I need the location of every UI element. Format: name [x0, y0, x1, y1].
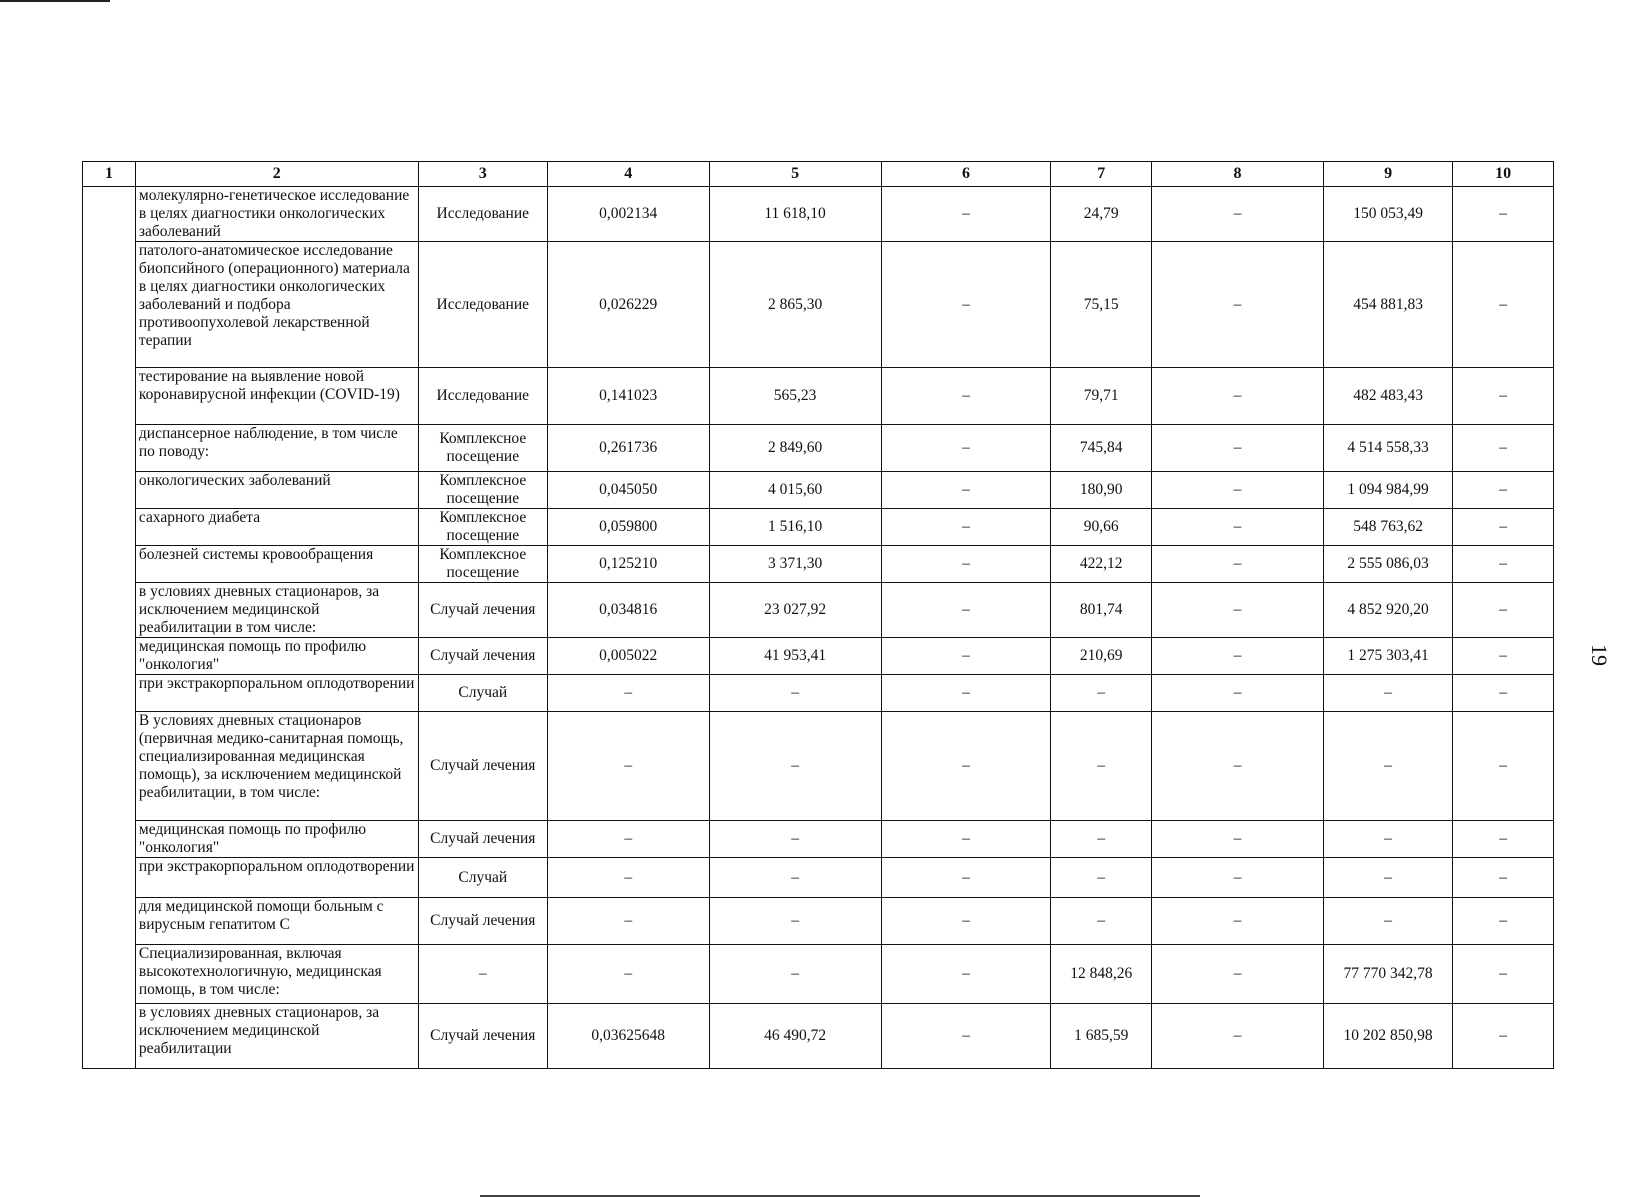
- unit-cell: Случай лечения: [418, 638, 547, 675]
- table-row: [83, 509, 1554, 546]
- unit-cell: Комплексное посещение: [418, 509, 547, 546]
- value-cell: –: [1152, 898, 1324, 945]
- value-cell: –: [1152, 675, 1324, 712]
- value-cell: 3 371,30: [709, 546, 881, 583]
- value-cell: 0,141023: [547, 368, 709, 425]
- value-cell: –: [709, 945, 881, 1004]
- table-row: [83, 583, 1554, 638]
- row-name-cell: медицинская помощь по профилю "онкология": [135, 638, 418, 675]
- value-cell: –: [1152, 425, 1324, 472]
- table-row: [83, 712, 1554, 821]
- row-name-cell: в условиях дневных стационаров, за исключением медицинской реабилитации: [135, 1004, 418, 1069]
- value-cell: –: [881, 1004, 1051, 1069]
- value-cell: –: [881, 583, 1051, 638]
- value-cell: 454 881,83: [1324, 242, 1453, 368]
- value-cell: 79,71: [1051, 368, 1152, 425]
- value-cell: 11 618,10: [709, 187, 881, 242]
- value-cell: 482 483,43: [1324, 368, 1453, 425]
- value-cell: –: [1324, 712, 1453, 821]
- value-cell: –: [1152, 945, 1324, 1004]
- unit-cell: Исследование: [418, 368, 547, 425]
- value-cell: 210,69: [1051, 638, 1152, 675]
- unit-cell: Случай: [418, 858, 547, 898]
- table-row: [83, 945, 1554, 1004]
- value-cell: –: [1453, 242, 1554, 368]
- value-cell: –: [1453, 898, 1554, 945]
- value-cell: –: [709, 858, 881, 898]
- value-cell: –: [881, 821, 1051, 858]
- header-cell: 9: [1324, 162, 1453, 187]
- unit-cell: Случай лечения: [418, 1004, 547, 1069]
- value-cell: –: [881, 675, 1051, 712]
- row-name-cell: диспансерное наблюдение, в том числе по поводу:: [135, 425, 418, 472]
- value-cell: –: [1453, 187, 1554, 242]
- value-cell: 1 685,59: [1051, 1004, 1152, 1069]
- value-cell: –: [1152, 242, 1324, 368]
- value-cell: 23 027,92: [709, 583, 881, 638]
- value-cell: –: [547, 675, 709, 712]
- value-cell: –: [1152, 583, 1324, 638]
- value-cell: –: [1051, 712, 1152, 821]
- value-cell: –: [1152, 1004, 1324, 1069]
- scan-edge-mark: [0, 0, 110, 2]
- value-cell: –: [1152, 187, 1324, 242]
- value-cell: 0,005022: [547, 638, 709, 675]
- value-cell: –: [1152, 638, 1324, 675]
- value-cell: 1 094 984,99: [1324, 472, 1453, 509]
- value-cell: –: [881, 712, 1051, 821]
- value-cell: –: [881, 368, 1051, 425]
- value-cell: 150 053,49: [1324, 187, 1453, 242]
- table-row: [83, 858, 1554, 898]
- value-cell: 41 953,41: [709, 638, 881, 675]
- value-cell: 4 514 558,33: [1324, 425, 1453, 472]
- row-name-cell: сахарного диабета: [135, 509, 418, 546]
- value-cell: 180,90: [1051, 472, 1152, 509]
- value-cell: –: [1152, 368, 1324, 425]
- unit-cell: Исследование: [418, 242, 547, 368]
- value-cell: –: [1453, 945, 1554, 1004]
- header-cell: 7: [1051, 162, 1152, 187]
- unit-cell: Случай: [418, 675, 547, 712]
- value-cell: –: [1152, 472, 1324, 509]
- row-name-cell: В условиях дневных стационаров (первичная медико-санитарная помощь, специализированная медицинская помощь), за исключением медицинской реабилитации, в том числе:: [135, 712, 418, 821]
- unit-cell: Случай лечения: [418, 712, 547, 821]
- value-cell: –: [709, 898, 881, 945]
- header-cell: 8: [1152, 162, 1324, 187]
- value-cell: –: [881, 509, 1051, 546]
- table-row: [83, 675, 1554, 712]
- unit-cell: Комплексное посещение: [418, 546, 547, 583]
- unit-cell: Исследование: [418, 187, 547, 242]
- value-cell: 801,74: [1051, 583, 1152, 638]
- value-cell: –: [1453, 509, 1554, 546]
- value-cell: 0,03625648: [547, 1004, 709, 1069]
- header-cell: 10: [1453, 162, 1554, 187]
- table-row: [83, 638, 1554, 675]
- value-cell: –: [881, 242, 1051, 368]
- row-name-cell: Специализированная, включая высокотехнологичную, медицинская помощь, в том числе:: [135, 945, 418, 1004]
- row-name-cell: медицинская помощь по профилю "онкология": [135, 821, 418, 858]
- value-cell: 0,125210: [547, 546, 709, 583]
- value-cell: –: [547, 945, 709, 1004]
- value-cell: 10 202 850,98: [1324, 1004, 1453, 1069]
- table-row: [83, 546, 1554, 583]
- value-cell: 0,059800: [547, 509, 709, 546]
- value-cell: –: [1453, 583, 1554, 638]
- value-cell: –: [709, 675, 881, 712]
- value-cell: 46 490,72: [709, 1004, 881, 1069]
- value-cell: 12 848,26: [1051, 945, 1152, 1004]
- table-row: [83, 368, 1554, 425]
- value-cell: –: [1152, 509, 1324, 546]
- value-cell: –: [1051, 858, 1152, 898]
- table-row: [83, 187, 1554, 242]
- unit-cell: Комплексное посещение: [418, 425, 547, 472]
- value-cell: 0,034816: [547, 583, 709, 638]
- value-cell: –: [1324, 898, 1453, 945]
- value-cell: –: [547, 858, 709, 898]
- value-cell: –: [881, 638, 1051, 675]
- value-cell: 2 865,30: [709, 242, 881, 368]
- unit-cell: Комплексное посещение: [418, 472, 547, 509]
- value-cell: –: [1324, 821, 1453, 858]
- table-row: [83, 1004, 1554, 1069]
- value-cell: 565,23: [709, 368, 881, 425]
- tariff-table: [82, 161, 1554, 1069]
- value-cell: –: [1453, 712, 1554, 821]
- row-name-cell: тестирование на выявление новой коронавирусной инфекции (COVID-19): [135, 368, 418, 425]
- value-cell: 548 763,62: [1324, 509, 1453, 546]
- value-cell: –: [1453, 675, 1554, 712]
- value-cell: –: [881, 898, 1051, 945]
- value-cell: 77 770 342,78: [1324, 945, 1453, 1004]
- value-cell: 0,002134: [547, 187, 709, 242]
- value-cell: –: [881, 425, 1051, 472]
- row-name-cell: для медицинской помощи больным с вирусным гепатитом С: [135, 898, 418, 945]
- value-cell: –: [1324, 675, 1453, 712]
- table-body: [83, 187, 1554, 1069]
- table-row: [83, 425, 1554, 472]
- unit-cell: –: [418, 945, 547, 1004]
- row-name-cell: патолого-анатомическое исследование биопсийного (операционного) материала в целях диагностики онкологических заболеваний и подбора противоопухолевой лекарственной терапии: [135, 242, 418, 368]
- unit-cell: Случай лечения: [418, 821, 547, 858]
- value-cell: –: [1051, 898, 1152, 945]
- value-cell: –: [1453, 472, 1554, 509]
- value-cell: 4 015,60: [709, 472, 881, 509]
- value-cell: 0,045050: [547, 472, 709, 509]
- row-name-cell: при экстракорпоральном оплодотворении: [135, 858, 418, 898]
- scan-edge-mark: [480, 1195, 1200, 1197]
- value-cell: –: [1324, 858, 1453, 898]
- value-cell: 0,261736: [547, 425, 709, 472]
- value-cell: –: [547, 898, 709, 945]
- value-cell: 1 516,10: [709, 509, 881, 546]
- section-number-cell: [83, 187, 136, 1069]
- unit-cell: Случай лечения: [418, 898, 547, 945]
- header-cell: 1: [83, 162, 136, 187]
- value-cell: –: [881, 546, 1051, 583]
- unit-cell: Случай лечения: [418, 583, 547, 638]
- value-cell: 422,12: [1051, 546, 1152, 583]
- row-name-cell: онкологических заболеваний: [135, 472, 418, 509]
- value-cell: 2 555 086,03: [1324, 546, 1453, 583]
- header-cell: 3: [418, 162, 547, 187]
- value-cell: –: [881, 472, 1051, 509]
- header-cell: 6: [881, 162, 1051, 187]
- value-cell: 0,026229: [547, 242, 709, 368]
- row-name-cell: в условиях дневных стационаров, за исключением медицинской реабилитации в том числе:: [135, 583, 418, 638]
- value-cell: 90,66: [1051, 509, 1152, 546]
- value-cell: 1 275 303,41: [1324, 638, 1453, 675]
- value-cell: 4 852 920,20: [1324, 583, 1453, 638]
- value-cell: –: [1152, 821, 1324, 858]
- table-row: [83, 242, 1554, 368]
- table-header-row: [83, 162, 1554, 187]
- value-cell: –: [1453, 638, 1554, 675]
- value-cell: –: [1453, 858, 1554, 898]
- value-cell: 75,15: [1051, 242, 1152, 368]
- header-cell: 2: [135, 162, 418, 187]
- value-cell: 745,84: [1051, 425, 1152, 472]
- table-row: [83, 472, 1554, 509]
- value-cell: –: [1453, 821, 1554, 858]
- value-cell: –: [1453, 1004, 1554, 1069]
- value-cell: –: [881, 858, 1051, 898]
- value-cell: –: [709, 712, 881, 821]
- table-row: [83, 898, 1554, 945]
- row-name-cell: болезней системы кровообращения: [135, 546, 418, 583]
- value-cell: –: [709, 821, 881, 858]
- value-cell: –: [1453, 546, 1554, 583]
- value-cell: 2 849,60: [709, 425, 881, 472]
- value-cell: –: [1051, 675, 1152, 712]
- value-cell: –: [1152, 712, 1324, 821]
- table-row: [83, 821, 1554, 858]
- value-cell: –: [1051, 821, 1152, 858]
- value-cell: –: [881, 945, 1051, 1004]
- value-cell: –: [1453, 368, 1554, 425]
- row-name-cell: при экстракорпоральном оплодотворении: [135, 675, 418, 712]
- header-cell: 5: [709, 162, 881, 187]
- header-cell: 4: [547, 162, 709, 187]
- value-cell: 24,79: [1051, 187, 1152, 242]
- value-cell: –: [1152, 858, 1324, 898]
- value-cell: –: [881, 187, 1051, 242]
- row-name-cell: молекулярно-генетическое исследование в целях диагностики онкологических заболеваний: [135, 187, 418, 242]
- value-cell: –: [547, 712, 709, 821]
- page-number: 19: [1587, 644, 1612, 666]
- value-cell: –: [1453, 425, 1554, 472]
- value-cell: –: [1152, 546, 1324, 583]
- value-cell: –: [547, 821, 709, 858]
